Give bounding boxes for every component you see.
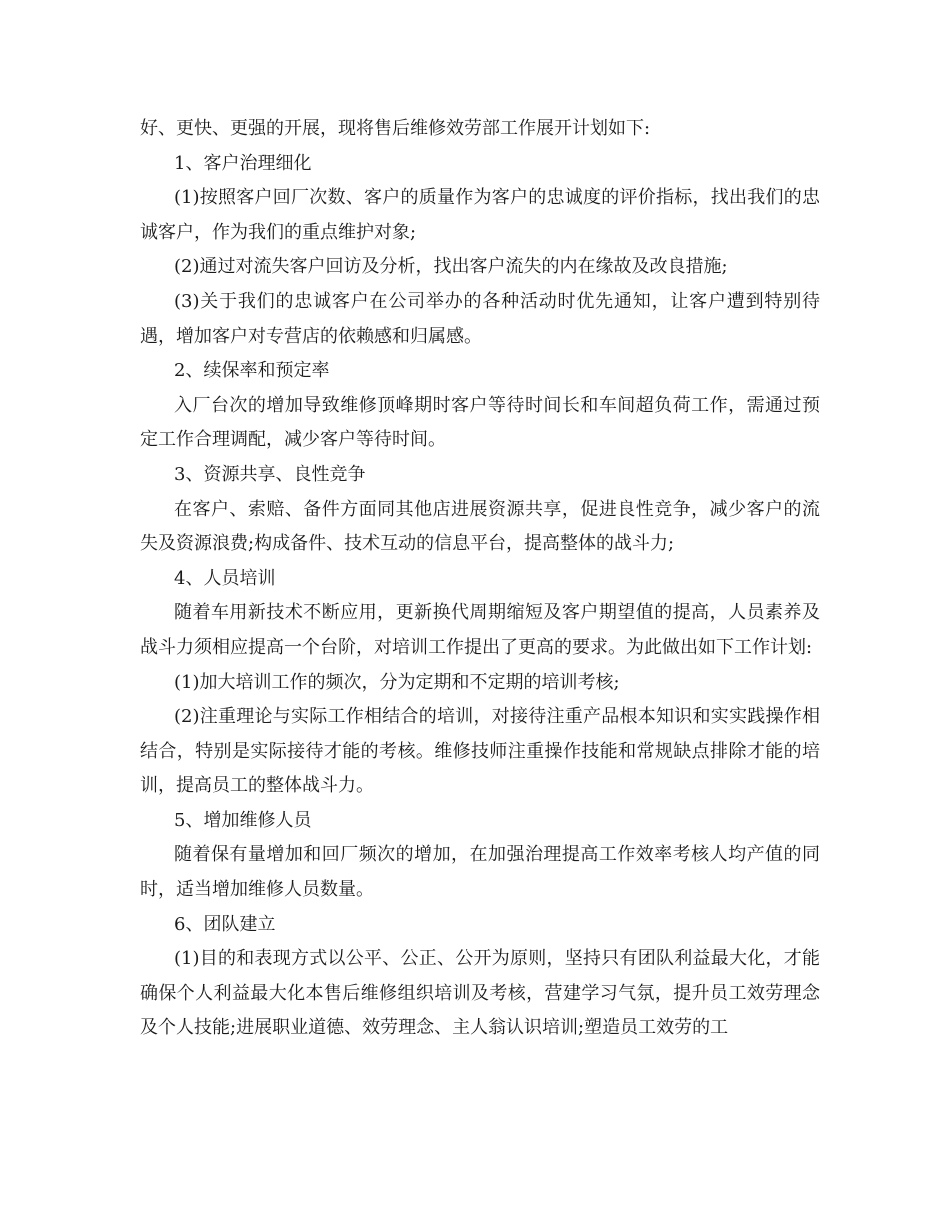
paragraph-training-frequency: (1)加大培训工作的频次，分为定期和不定期的培训考核; <box>174 671 620 693</box>
document-body <box>140 112 820 1046</box>
paragraph-team-building: (1)目的和表现方式以公平、公正、公开为原则，坚持只有团队利益最大化，才能确保个人利益最大化本售后维修组织培训及考核，营建学习气氛，提升员工效劳理念及个人技能;进展职业道德、效劳理念、主人翁认识培训;塑造员工效劳的工 <box>140 948 820 1039</box>
paragraph-lost-customers: (2)通过对流失客户回访及分析，找出客户流失的内在缘故及改良措施; <box>174 256 728 278</box>
paragraph-loyal-customers: (1)按照客户回厂次数、客户的质量作为客户的忠诚度的评价指标，找出我们的忠诚客户，作为我们的重点维护对象; <box>140 187 820 243</box>
paragraph-priority-notice: (3)关于我们的忠诚客户在公司举办的各种活动时优先通知，让客户遭到特别待遇，增加客户对专营店的依赖感和归属感。 <box>140 290 820 347</box>
heading-staff-training: 4、人员培训 <box>174 567 276 589</box>
paragraph-training-need: 随着车用新技术不断应用，更新换代周期缩短及客户期望值的提高，人员素养及战斗力须相应提高一个台阶，对培训工作提出了更高的要求。为此做出如下工作计划: <box>140 602 820 658</box>
paragraph-booking: 入厂台次的增加导致维修顶峰期时客户等待时间长和车间超负荷工作，需通过预定工作合理调配，减少客户等待时间。 <box>140 394 820 451</box>
heading-resource-sharing: 3、资源共享、良性竞争 <box>174 463 366 485</box>
heading-renewal-booking: 2、续保率和预定率 <box>174 360 330 382</box>
paragraph-add-staff: 随着保有量增加和回厂频次的增加，在加强治理提高工作效率考核人均产值的同时，适当增加维修人员数量。 <box>140 844 820 901</box>
heading-add-staff: 5、增加维修人员 <box>174 809 312 831</box>
paragraph-training-practice: (2)注重理论与实际工作相结合的培训，对接待注重产品根本知识和实实践操作相结合，特别是实际接待才能的考核。维修技师注重操作技能和常规缺点排除才能的培训，提高员工的整体战斗力。 <box>140 706 820 797</box>
heading-team-building: 6、团队建立 <box>174 913 276 935</box>
paragraph-intro: 好、更快、更强的开展，现将售后维修效劳部工作展开计划如下: <box>140 118 651 139</box>
paragraph-resource-sharing: 在客户、索赔、备件方面同其他店进展资源共享，促进良性竞争，减少客户的流失及资源浪费;构成备件、技术互动的信息平台，提高整体的战斗力; <box>140 498 820 555</box>
heading-customer-management: 1、客户治理细化 <box>174 152 312 174</box>
